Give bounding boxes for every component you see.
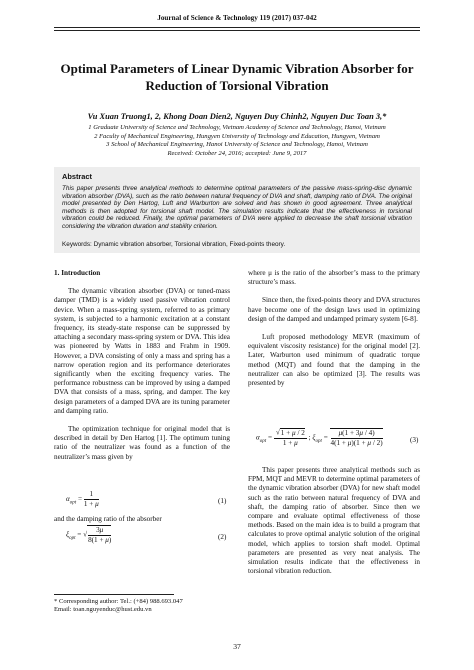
header-rule [54,27,420,28]
author-email: Email: toan.nguyenduc@hust.edu.vn [54,606,152,614]
right-column-continued [248,466,420,576]
equation-2-number: (2) [218,533,227,541]
abstract-heading: Abstract [62,172,92,181]
intro-paragraph-2: The optimization technique for original model that is described in detail by Den Hartog [1]. The optimum tuning ratio of the neutralizer was found as a function of the neutralizer’s mass given by [54,425,230,461]
abstract-text: This paper presents three analytical methods to determine optimal parameters of the passive mass-spring-disc dynamic vibration absorber (DVA), such as the ratio between natural frequency of DVA and shaft, damping ratio of DVA. The original model presented by Den Hartog, Luft and Warburton are solved and has shown in good agreement. Three analytical methods is then adopted for torsional shaft model. The simulation results indicate that the effectiveness in torsional vibration could be reduced. Finally, the optimal parameters of DVA were applied to decrease the shaft torsional vibration considering the vibration duration and stability criterion. [62,185,412,230]
equation-2: $\xi_{opt}$ = √ $\frac{3\mu}{8(1 + \mu)}$ [66,526,112,544]
header-rule-second [54,30,420,31]
right-paragraph-1: where μ is the ratio of the absorber’s mass to the primary structure’s mass. [248,269,420,287]
corresponding-author: * Corresponding author: Tel.: (+84) 988.693.047 [54,598,183,605]
right-paragraph-4: This paper presents three analytical methods such as FPM, MQT and MEVR to determine optimal parameters of the dynamic vibration absorber (DVA) for new shaft model such as the ratio between natural frequency of DVA and shaft, the damping ratio of absorber. Since then we compare and evaluate optimal effectiveness of those methods. Based on the main idea is to build a program that calculates to prove optimal analytic solution of the original model, which applies to torsion shaft model. Optimal parameters are presented as very neat analysis. The simulation results indicate that the effectiveness in torsional vibration reduction. [248,466,420,576]
equation-3: $\alpha_{opt}$ = $\frac{√1 + \mu / 2}{1 + \mu}$ ; $\xi_{opt}$ = $\frac{\mu(1 + 3\mu / 4)}{4(1 + \mu)(1 + \mu / 2)}$ [256,428,383,447]
equation-3-number: (3) [410,436,419,444]
keywords: Keywords: Dynamic vibration absorber, Torsional vibration, Fixed-points theory. [62,241,286,248]
equation-1-number: (1) [218,497,227,505]
affiliations [40,124,434,158]
right-paragraph-3: Luft proposed methodology MEVR (maximum of equivalent viscosity resistance) for the original model [2]. Later, Warburton used minimum of quadratic torque method (MQT) and found that the damping in the neutralizer can also be optimized [3]. The results was presented by [248,333,420,388]
intro-paragraph-1: The dynamic vibration absorber (DVA) or tuned-mass damper (TMD) is a widely used passive vibration control device. When a mass-spring system, referred to as primary system, is subjected to a harmonic excitation at a constant frequency, its steady-state response can be suppressed by attaching a secondary mass-spring system or DVA. This idea was pioneered by Watts in 1883 and Frahm in 1909. However, a DVA consisting of only a mass and spring has a narrow operation region and its performance deteriorates significantly when the exciting frequency varies. The performance robustness can be improved by using a damped DVA that consists of a mass, spring, and damper. The key design parameters of a damped DVA are its tuning parameter and damping ratio. [54,287,230,415]
left-column-continued [54,515,230,524]
equation-1: $\alpha_{opt}$ = $\frac{1}{1 + \mu}$ [66,490,99,508]
affiliation-1: 1 Graduate University of Science and Technology, Vietnam Academy of Science and Technology, Hanoi, Vietnam [88,124,386,131]
affiliation-2: 2 Faculty of Mechanical Engineering, Hungyen University of Technology and Education, Hungyen, Vietnam [94,132,380,140]
journal-header: Journal of Science & Technology 119 (2017) 037-042 [157,14,317,22]
section-heading-introduction: 1. Introduction [54,269,101,277]
author-list: Vu Xuan Truong1, 2, Khong Doan Dien2, Nguyen Duy Chinh2, Nguyen Duc Toan 3,* [87,112,387,121]
right-column [248,269,420,388]
left-column [54,269,230,462]
page-number: 37 [233,642,241,651]
paper-title: Optimal Parameters of Linear Dynamic Vibration Absorber for Reduction of Torsional Vibration [60,61,414,93]
received-dates: Received: October 24, 2016; accepted: June 9, 2017 [167,149,307,157]
affiliation-3: 3 School of Mechanical Engineering, Hanoi University of Science and Technology, Hanoi, Vietnam [106,141,368,149]
footnote-rule [54,594,174,595]
footnote [54,598,254,614]
intro-paragraph-3: and the damping ratio of the absorber [54,515,162,523]
right-paragraph-2: Since then, the fixed-points theory and DVA structures have become one of the design laws used in optimizing design of the damped and undamped primary system [6-8]. [248,296,420,323]
